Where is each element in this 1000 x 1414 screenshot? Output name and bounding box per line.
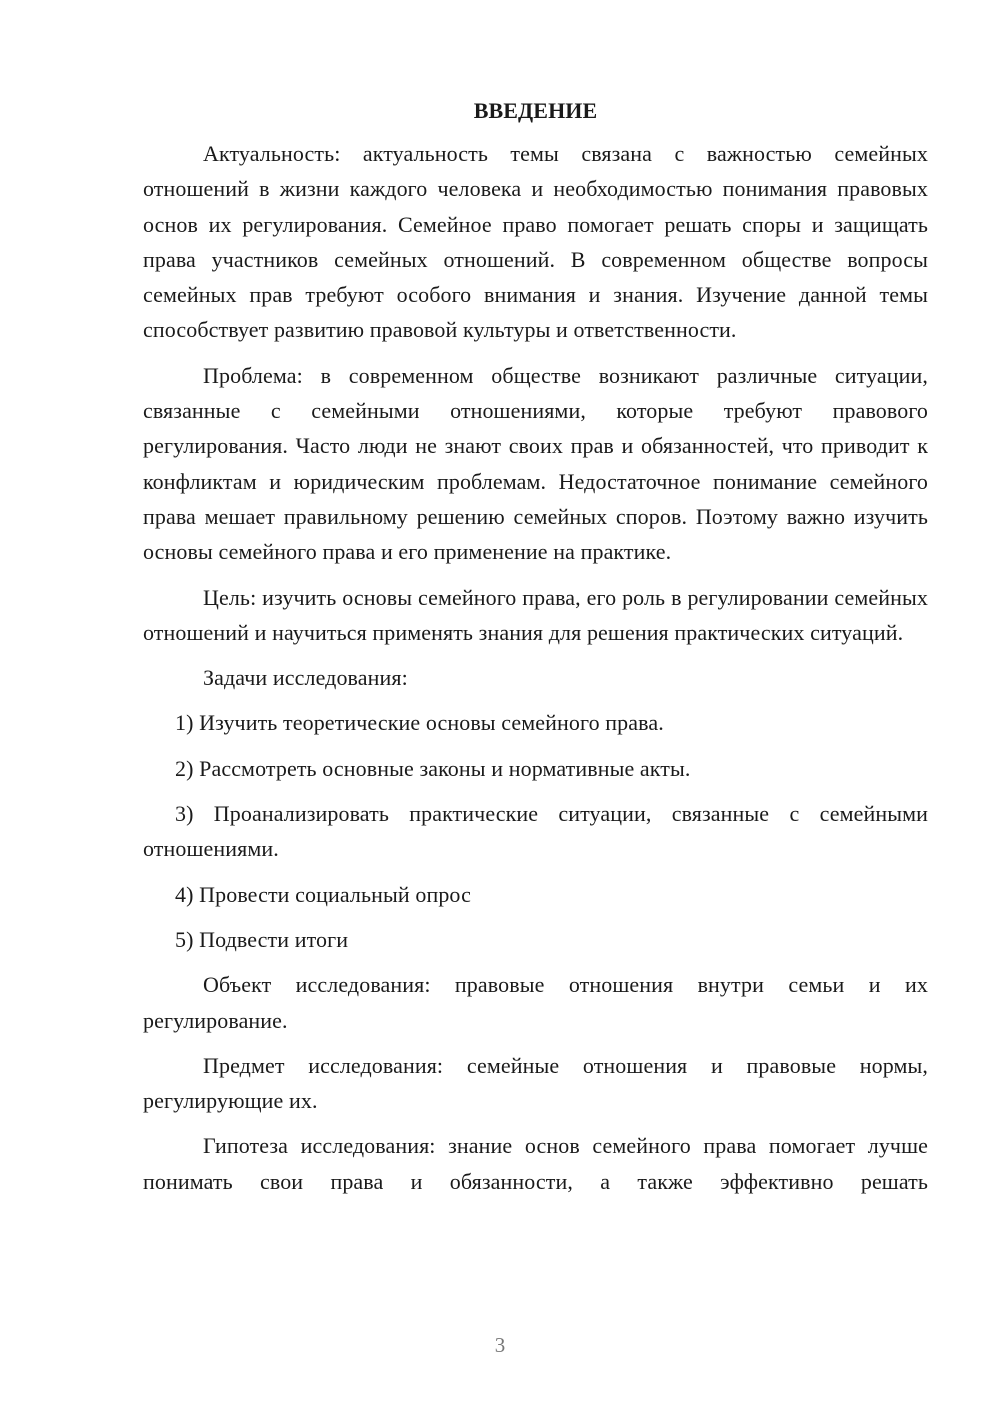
tasks-title: Задачи исследования: (203, 665, 408, 691)
task-item-4: 4) Провести социальный опрос (175, 881, 471, 907)
paragraph-hypothesis: Гипотеза исследования: знание основ семейного права помогает лучше понимать свои права и обязанности, а также эффективно решать (143, 1133, 928, 1194)
paragraph-subject: Предмет исследования: семейные отношения и правовые нормы, регулирующие их. (143, 1052, 928, 1114)
page-number: 3 (494, 1333, 506, 1357)
task-item-5: 5) Подвести итоги (175, 926, 349, 952)
paragraph-goal: Цель: изучить основы семейного права, его роль в регулировании семейных отношений и научиться применять знания для решения практических ситуаций. (143, 584, 928, 645)
task-item-3: 3) Проанализировать практические ситуации, связанные с семейными отношениями. (143, 801, 928, 862)
page-content (143, 96, 928, 1199)
paragraph-object: Объект исследования: правовые отношения внутри семьи и их регулирование. (143, 972, 928, 1033)
task-item-2: 2) Рассмотреть основные законы и нормативные акты. (175, 755, 691, 781)
paragraph-relevance: Актуальность: актуальность темы связана с важностью семейных отношений в жизни каждого человека и необходимостью понимания правовых основ их регулирования. Семейное право помогает решать споры и защищать права участников семейных отношений. В современном обществе вопросы семейных прав требуют особого внимания и знания. Изучение данной темы способствует развитию правовой культуры и ответственности. (143, 141, 928, 343)
paragraph-problem: Проблема: в современном обществе возникают различные ситуации, связанные с семейными отношениями, которые требуют правового регулирования. Часто люди не знают своих прав и обязанностей, что приводит к конфликтам и юридическим проблемам. Недостаточное понимание семейного права мешает правильному решению семейных споров. Поэтому важно изучить основы семейного права и его применение на практике. (143, 362, 928, 565)
section-heading: ВВЕДЕНИЕ (473, 98, 598, 123)
task-item-1: 1) Изучить теоретические основы семейного права. (175, 710, 664, 736)
